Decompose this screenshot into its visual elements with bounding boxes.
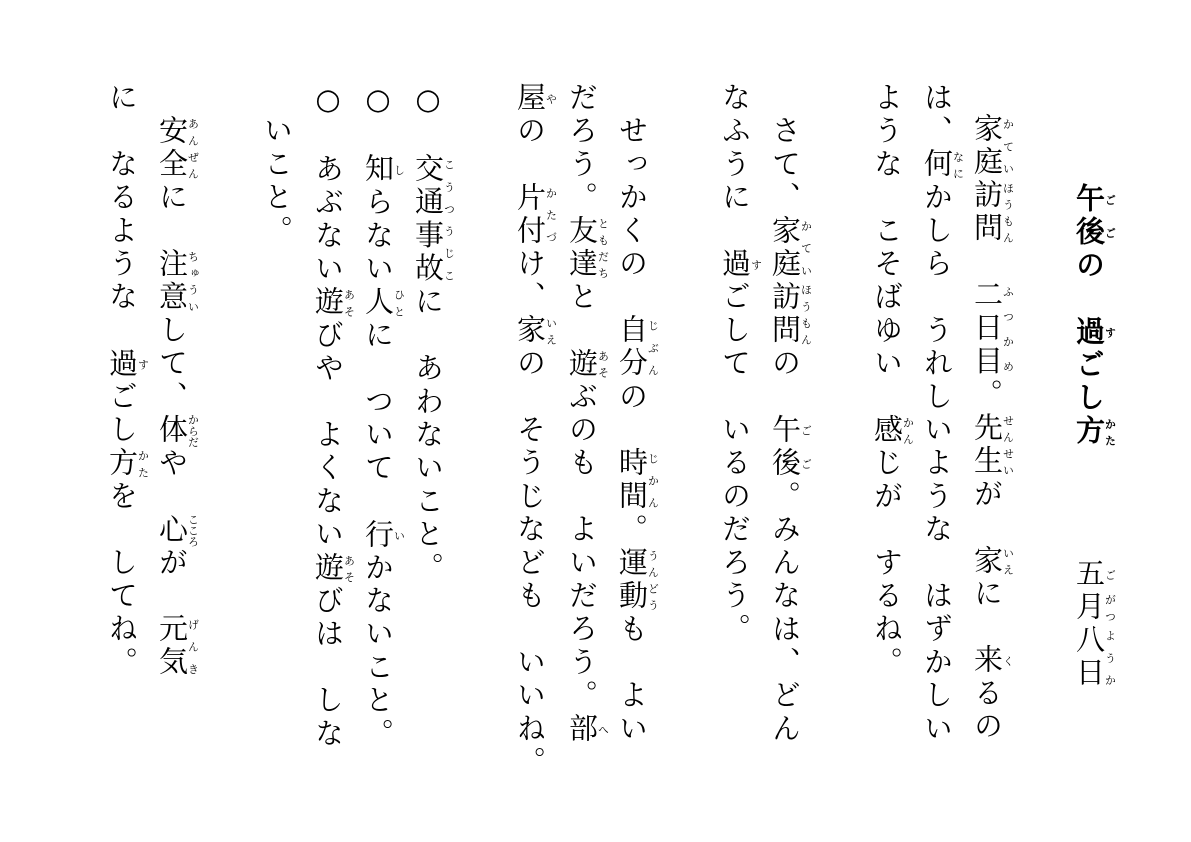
closing-line: 安全あんぜんに 注意ちゅういして、体からだや 心こころが 元気げんき <box>155 115 200 680</box>
text-line: ような こそばゆい 感かんじが するね。 <box>870 82 915 680</box>
closing-line: に なるような 過すごし方かたを してね。 <box>105 82 150 680</box>
rule-item-continuation: いこと。 <box>260 82 294 248</box>
text-line: は、何なにかしら うれしいような はずかしい <box>920 82 965 747</box>
date-label: 五ご月がつ八日ようか <box>1072 558 1117 691</box>
rule-item: ○ 知しらない人ひとに ついて 行いかないこと。 <box>361 82 406 752</box>
text-line: なふうに 過すごして いるのだろう。 <box>718 82 763 647</box>
text-line: せっかくの 自分じぶんの 時間じかん。運動うんどうも よい <box>615 82 660 747</box>
page-title: 午ご後ごの 過すごし方かた <box>1072 183 1117 449</box>
text-line: さて、家庭かてい訪問ほうもんの 午後ごご。みんなは、どん <box>768 82 813 747</box>
text-line: だろう。友達ともだちと 遊あそぶのも よいだろう。部へ <box>565 82 610 747</box>
rule-item: ○ 交通事故こうつうじこに あわないこと。 <box>411 82 456 586</box>
rule-item: ○ あぶない遊あそびや よくない遊あそびは しな <box>311 82 356 752</box>
text-line: 家庭かてい訪問ほうもん 二日目ふつかめ。先生せんせいが 家いえに 来くるの <box>970 113 1015 744</box>
text-line: 屋やの 片付かたづけ、家いえの そうじなども いいね。 <box>513 82 558 780</box>
